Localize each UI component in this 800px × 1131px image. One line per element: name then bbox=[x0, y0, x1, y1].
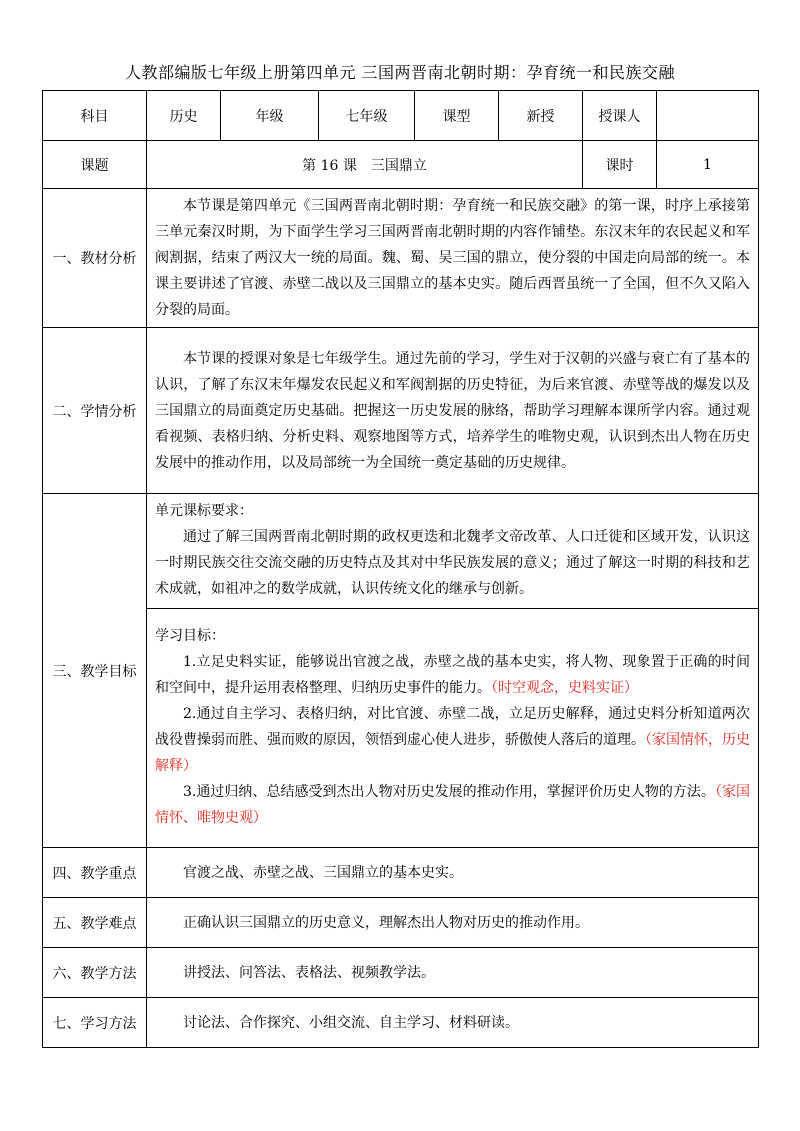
teaching-methods-label: 六、教学方法 bbox=[43, 948, 147, 998]
textbook-analysis-row bbox=[43, 189, 759, 328]
topic-row bbox=[43, 141, 759, 189]
learning-goals-block bbox=[147, 619, 758, 837]
learning-methods-cell bbox=[147, 998, 759, 1048]
learning-methods-row bbox=[43, 998, 759, 1048]
teaching-methods-text: 讲授法、问答法、表格法、视频教学法。 bbox=[183, 964, 435, 981]
teacher-label: 授课人 bbox=[583, 91, 657, 141]
student-analysis-row bbox=[43, 328, 759, 494]
grade-value: 七年级 bbox=[319, 91, 415, 141]
teaching-methods-cell bbox=[147, 948, 759, 998]
learning-goal-3-tag: （家国情怀、唯物史观） bbox=[155, 784, 751, 826]
difficulties-cell bbox=[147, 898, 759, 948]
learning-goals-title: 学习目标： bbox=[155, 628, 225, 644]
key-points-label: 四、教学重点 bbox=[43, 848, 147, 898]
key-points-cell bbox=[147, 848, 759, 898]
student-analysis-cell bbox=[147, 328, 759, 494]
learning-goal-1-text: 1.立足史料实证，能够说出官渡之战，赤壁之战的基本史实，将人物、现象置于正确的时间和空间中，提升运用表格整理、归纳历史事件的能力。 bbox=[155, 654, 750, 696]
learning-goals-cell bbox=[147, 609, 759, 848]
teaching-goals-row bbox=[43, 494, 759, 609]
learning-goals-row bbox=[43, 609, 759, 848]
learning-goal-3 bbox=[155, 779, 750, 831]
textbook-analysis-label: 一、教材分析 bbox=[43, 189, 147, 328]
difficulties-label: 五、教学难点 bbox=[43, 898, 147, 948]
topic-value: 第 16 课 三国鼎立 bbox=[147, 141, 583, 189]
learning-methods-text: 讨论法、合作探究、小组交流、自主学习、材料研读。 bbox=[183, 1014, 519, 1031]
unit-requirements-text: 通过了解三国两晋南北朝时期的政权更迭和北魏孝文帝改革、人口迁徙和区域开发，认识这一时期民族交往交流交融的历史特点及其对中华民族发展的意义；通过了解这一时期的科技和艺术成就，如祖冲之的数学成就，认识传统文化的继承与创新。 bbox=[155, 529, 750, 597]
teaching-goals-label: 三、教学目标 bbox=[43, 494, 147, 848]
page-title: 人教部编版七年级上册第四单元 三国两晋南北朝时期：孕育统一和民族交融 bbox=[124, 63, 676, 82]
header-row bbox=[43, 91, 759, 141]
difficulties-text: 正确认识三国鼎立的历史意义，理解杰出人物对历史的推动作用。 bbox=[183, 914, 589, 931]
learning-goal-1-tag: （时空观念，史料实证） bbox=[491, 680, 638, 696]
student-analysis-label: 二、学情分析 bbox=[43, 328, 147, 494]
learning-goal-2 bbox=[155, 701, 750, 779]
topic-label: 课题 bbox=[43, 141, 147, 189]
textbook-analysis-cell bbox=[147, 189, 759, 328]
student-analysis-text: 本节课的授课对象是七年级学生。通过先前的学习，学生对于汉朝的兴盛与衰亡有了基本的认识，了解了东汉末年爆发农民起义和军阀割据的历史特征，为后来官渡、赤壁等战的爆发以及三国鼎立的局面奠定历史基础。把握这一历史发展的脉络，帮助学习理解本课所学内容。通过观看视频、表格归纳、分析史料、观察地图等方式，培养学生的唯物史观，认识到杰出人物在历史发展中的推动作用，以及局部统一为全国统一奠定基础的历史规律。 bbox=[155, 350, 750, 471]
teacher-value bbox=[657, 91, 759, 141]
learning-goal-2-text: 2.通过自主学习、表格归纳，对比官渡、赤壁二战，立足历史解释，通过史料分析知道两次战役曹操弱而胜、强而败的原因，领悟到虚心使人进步，骄傲使人落后的道理。 bbox=[155, 706, 750, 748]
learning-goal-3-text: 3.通过归纳、总结感受到杰出人物对历史发展的推动作用，掌握评价历史人物的方法。 bbox=[183, 784, 715, 800]
hours-label: 课时 bbox=[583, 141, 657, 189]
learning-methods-label: 七、学习方法 bbox=[43, 998, 147, 1048]
difficulties-row bbox=[43, 898, 759, 948]
key-points-text: 官渡之战、赤壁之战、三国鼎立的基本史实。 bbox=[183, 864, 463, 881]
subject-value: 历史 bbox=[147, 91, 221, 141]
key-points-row bbox=[43, 848, 759, 898]
unit-requirements-title: 单元课标要求： bbox=[155, 503, 253, 519]
type-value: 新授 bbox=[499, 91, 583, 141]
learning-goal-1 bbox=[155, 649, 750, 701]
grade-label: 年级 bbox=[221, 91, 319, 141]
unit-requirements-block bbox=[147, 494, 758, 608]
unit-requirements-cell bbox=[147, 494, 759, 609]
lesson-plan-table bbox=[42, 90, 759, 1048]
teaching-methods-row bbox=[43, 948, 759, 998]
hours-value: 1 bbox=[657, 141, 759, 189]
textbook-analysis-text: 本节课是第四单元《三国两晋南北朝时期：孕育统一和民族交融》的第一课，时序上承接第三单元秦汉时期，为下面学生学习三国两晋南北朝时期的内容作铺垫。东汉末年的农民起义和军阀割据，结束了两汉大一统的局面。魏、蜀、吴三国的鼎立，使分裂的中国走向局部的统一。本课主要讲述了官渡、赤壁二战以及三国鼎立的基本史实。随后西晋虽统一了全国，但不久又陷入分裂的局面。 bbox=[155, 198, 750, 318]
type-label: 课型 bbox=[415, 91, 499, 141]
subject-label: 科目 bbox=[43, 91, 147, 141]
learning-goal-2-tag: （家国情怀，历史解释） bbox=[155, 732, 750, 774]
